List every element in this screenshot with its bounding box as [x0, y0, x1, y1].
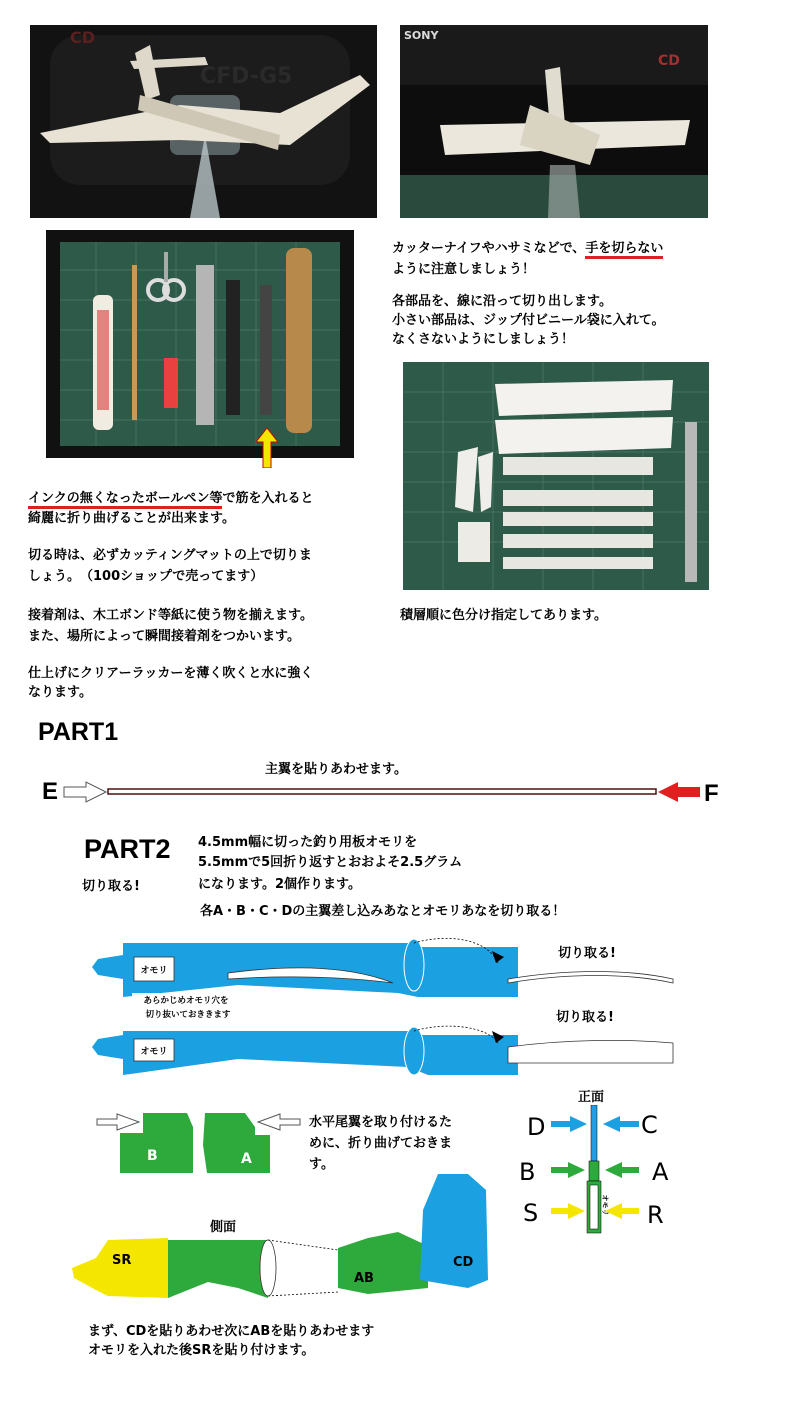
front-omori-1: オモリ	[601, 1194, 609, 1216]
fold-note-2: めに、折り曲げておきま	[309, 1136, 453, 1151]
side-label-sr: SR	[112, 1253, 132, 1268]
lacquer-tip-line-1: 仕上げにクリアーラッカーを薄く吹くと水に強く	[28, 666, 314, 681]
part2-desc-1: 4.5mm幅に切った釣り用板オモリを	[198, 835, 418, 850]
photo-text-cd2: CD	[658, 53, 680, 69]
part1-label-e: E	[42, 778, 59, 805]
photo-text-cd: CD	[70, 28, 96, 47]
arrow-right-icon	[64, 782, 106, 802]
piece-a-label: A	[241, 1151, 252, 1167]
arrow-left-icon	[658, 782, 700, 802]
arrow-right-icon-2	[97, 1114, 139, 1130]
fold-note-1: 水平尾翼を取り付けるた	[309, 1115, 453, 1130]
front-label-b: B	[519, 1158, 536, 1186]
side-label-cd: CD	[453, 1255, 474, 1270]
photo-cut-parts	[403, 362, 709, 590]
front-label-d: D	[527, 1113, 546, 1141]
precut-label-1: あらかじめオモリ穴を	[143, 996, 229, 1006]
front-view-title: 正面	[578, 1090, 605, 1105]
pen-tip-line-2: 綺麗に折り曲げることが出来ます。	[28, 511, 235, 526]
part2-desc-3: になります。2個作ります。	[198, 877, 361, 892]
photo-text-cfd: CFD-G5	[200, 64, 293, 89]
part1-caption: 主翼を貼りあわせます。	[265, 762, 407, 777]
cut-out-label-2: 切り取る!	[556, 1010, 614, 1025]
parts-line-3: なくさないようにしましょう！	[392, 332, 575, 347]
front-view-diagram	[515, 1105, 685, 1240]
photo-tools	[46, 230, 354, 458]
tail-pieces-ba	[95, 1105, 305, 1175]
part2-desc-2: 5.5mmで5回折り返すとおおよそ2.5グラム	[198, 855, 463, 870]
cut-warning-text: カッターナイフやハサミなどで、	[392, 241, 586, 256]
final-step-2: オモリを入れた後SRを貼り付けます。	[88, 1343, 315, 1358]
part1-title: PART1	[38, 718, 119, 746]
cut-out-label-1: 切り取る!	[558, 946, 616, 961]
mat-tip-line-1: 切る時は、必ずカッティングマットの上で切りま	[28, 548, 312, 563]
parts-line-1: 各部品を、線に沿って切り出します。	[392, 294, 612, 309]
glue-tip-line-1: 接着剤は、木工ボンド等紙に使う物を揃えます。	[28, 608, 313, 623]
color-note: 積層順に色分け指定してあります。	[400, 608, 607, 623]
front-label-a: A	[652, 1158, 669, 1186]
photo-plane-side	[400, 25, 708, 218]
cut-warning-emphasis: 手を切らない	[585, 241, 663, 259]
cut-warning-line-2: ように注意しましょう！	[392, 262, 536, 277]
part1-label-f: F	[704, 780, 719, 807]
cut-warning-line-1	[392, 239, 663, 258]
mat-tip-line-2: しょう。 （100ショップで売ってます）	[28, 569, 264, 584]
parts-line-2: 小さい部品は、ジップ付ビニール袋に入れて。	[392, 313, 665, 328]
photo-text-sony: SONY	[404, 29, 439, 42]
wing-strip	[108, 789, 656, 794]
lacquer-tip-line-2: なります。	[28, 685, 92, 700]
final-step-1: まず、CDを貼りあわせ次にABを貼りあわせます	[88, 1324, 375, 1339]
part2-cut-label: 切り取る!	[82, 879, 140, 894]
pen-tip-line-1	[28, 489, 314, 508]
omori-label-1: オモリ	[140, 966, 168, 976]
pen-tip-emphasis: インクの無くなったボールペン等	[28, 491, 222, 509]
pointer-arrow-icon	[256, 428, 278, 468]
glue-tip-line-2: また、場所によって瞬間接着剤をつかいます。	[28, 629, 300, 644]
side-view-diagram	[68, 1170, 498, 1310]
part2-instruction: 各A・B・C・Dの主翼差し込みあなとオモリあなを切り取る！	[200, 904, 566, 919]
side-label-ab: AB	[354, 1271, 374, 1286]
front-label-s: S	[523, 1199, 539, 1227]
photo-plane-front	[30, 25, 377, 218]
front-label-c: C	[641, 1111, 658, 1139]
pen-tip-rest: で筋を入れると	[222, 491, 314, 506]
front-label-r: R	[647, 1201, 664, 1229]
part2-title: PART2	[84, 834, 171, 864]
arrow-left-icon-2	[258, 1114, 300, 1130]
piece-b-label: B	[147, 1148, 158, 1164]
fold-note-3: す。	[309, 1157, 334, 1172]
side-view-title: 側面	[210, 1220, 237, 1235]
part1-diagram	[60, 778, 710, 808]
precut-label-2: 切り抜いておききます	[145, 1010, 231, 1020]
omori-label-2: オモリ	[140, 1047, 168, 1057]
